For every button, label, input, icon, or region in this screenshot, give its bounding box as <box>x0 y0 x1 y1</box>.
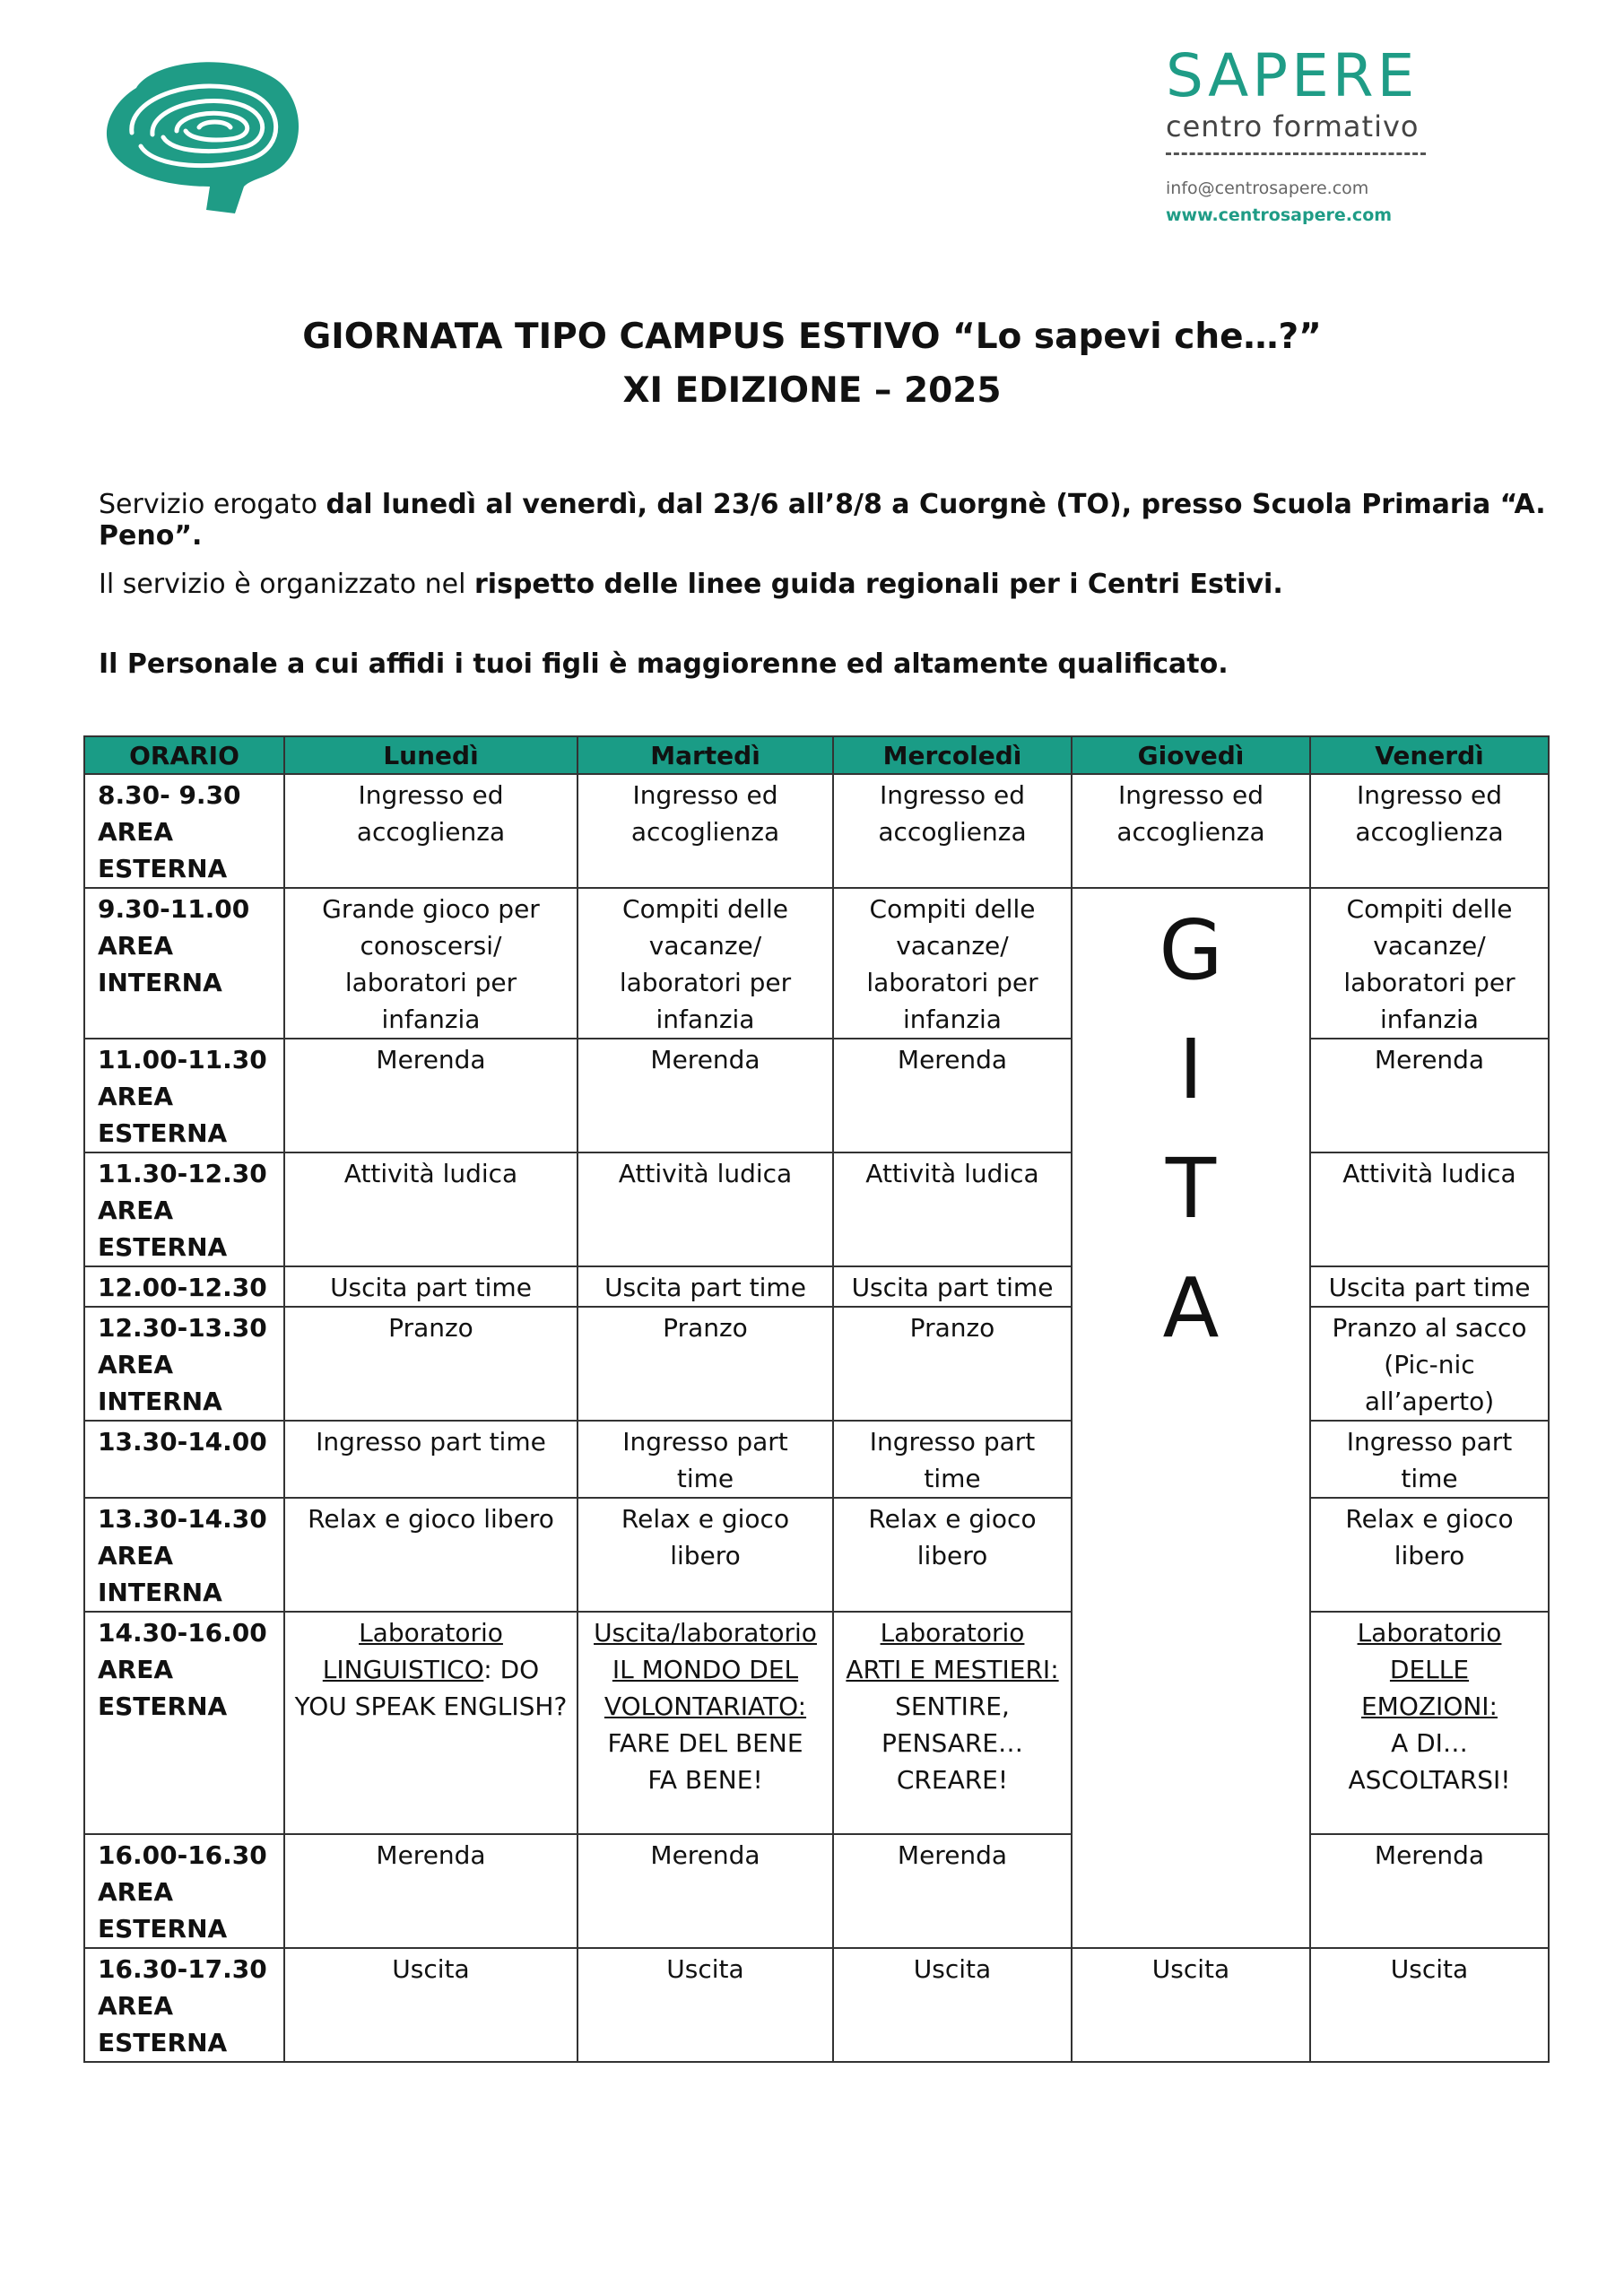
cell-line: Pranzo al sacco <box>1332 1313 1527 1343</box>
lab-title-mixed <box>292 1651 569 1688</box>
time-cell <box>84 1612 284 1834</box>
table-row <box>84 1948 1549 2062</box>
cell-line: Grande gioco per <box>322 894 540 924</box>
schedule-table <box>83 735 1550 2063</box>
activity-cell <box>833 1612 1072 1834</box>
cell-line: YOU SPEAK ENGLISH? <box>294 1692 568 1721</box>
cell-line: ASCOLTARSI! <box>1348 1765 1511 1795</box>
gita-letter: I <box>1178 1022 1203 1118</box>
cell-line: vacanze/ <box>896 931 1009 961</box>
activity-cell <box>1310 1498 1549 1612</box>
activity-cell: Attività ludica <box>1310 1152 1549 1266</box>
activity-cell <box>578 1498 833 1612</box>
cell-line: vacanze/ <box>648 931 762 961</box>
activity-cell <box>578 1421 833 1498</box>
table-row <box>84 1152 1549 1266</box>
cell-line: libero <box>916 1541 988 1570</box>
area-type: INTERNA <box>98 1578 222 1607</box>
area-label: AREA <box>98 817 174 847</box>
cell-line: Relax e gioco <box>621 1504 790 1534</box>
lab-title-line: Laboratorio <box>359 1618 503 1648</box>
table-row <box>84 1834 1549 1948</box>
time-label: 8.30- 9.30 <box>98 780 241 810</box>
activity-cell <box>833 1421 1072 1498</box>
time-label: 11.30-12.30 <box>98 1159 267 1188</box>
activity-cell: Uscita <box>578 1948 833 2062</box>
activity-cell <box>1310 1307 1549 1421</box>
lab-title-line: Uscita/laboratorio <box>594 1618 817 1648</box>
lab-title-line: IL MONDO DEL <box>612 1655 799 1684</box>
header-venerdi: Venerdì <box>1310 736 1549 774</box>
activity-cell: Merenda <box>1310 1039 1549 1152</box>
cell-line: Relax e gioco <box>868 1504 1037 1534</box>
cell-line: time <box>1401 1464 1458 1493</box>
activity-cell: Uscita part time <box>284 1266 578 1307</box>
intro-paragraph-2 <box>99 569 1283 600</box>
activity-cell: Pranzo <box>284 1307 578 1421</box>
activity-cell: Merenda <box>833 1039 1072 1152</box>
table-row <box>84 1307 1549 1421</box>
activity-cell: Merenda <box>833 1834 1072 1948</box>
activity-cell: Merenda <box>578 1039 833 1152</box>
activity-cell <box>1310 1612 1549 1834</box>
cell-line: libero <box>1394 1541 1465 1570</box>
brand-subtitle: centro formativo <box>1166 109 1420 144</box>
area-type: INTERNA <box>98 1387 222 1416</box>
area-label: AREA <box>98 931 174 961</box>
activity-cell: Attività ludica <box>833 1152 1072 1266</box>
cell-line: libero <box>670 1541 741 1570</box>
time-label: 12.00-12.30 <box>98 1273 267 1302</box>
area-label: AREA <box>98 1196 174 1225</box>
activity-cell: Uscita part time <box>1310 1266 1549 1307</box>
activity-cell <box>284 888 578 1039</box>
activity-cell <box>1072 774 1310 888</box>
activity-cell: Pranzo <box>833 1307 1072 1421</box>
area-type: ESTERNA <box>98 1692 228 1721</box>
time-cell <box>84 1498 284 1612</box>
activity-cell: Relax e gioco libero <box>284 1498 578 1612</box>
time-cell <box>84 888 284 1039</box>
time-label: 11.00-11.30 <box>98 1045 267 1074</box>
lab-title-line: ARTI E MESTIERI: <box>846 1655 1059 1684</box>
activity-cell: Attività ludica <box>284 1152 578 1266</box>
cell-line: : DO <box>483 1655 540 1684</box>
area-label: AREA <box>98 1350 174 1379</box>
time-cell <box>84 1421 284 1498</box>
time-label: 16.00-16.30 <box>98 1840 267 1870</box>
activity-cell <box>833 888 1072 1039</box>
cell-line: Ingresso part <box>1346 1427 1513 1457</box>
title-line-2: XI EDIZIONE – 2025 <box>622 370 1002 411</box>
table-row <box>84 1039 1549 1152</box>
cell-line: Relax e gioco <box>1345 1504 1514 1534</box>
activity-cell: Merenda <box>1310 1834 1549 1948</box>
table-header-row <box>84 736 1549 774</box>
brand-website[interactable]: www.centrosapere.com <box>1166 205 1393 225</box>
table-row <box>84 774 1549 888</box>
cell-line: SENTIRE, <box>895 1692 1010 1721</box>
time-cell <box>84 774 284 888</box>
cell-line: accoglienza <box>356 817 506 847</box>
gita-letter: A <box>1162 1260 1220 1356</box>
area-type: ESTERNA <box>98 854 228 883</box>
cell-line: accoglienza <box>1116 817 1265 847</box>
time-cell <box>84 1039 284 1152</box>
activity-cell: Uscita <box>1072 1948 1310 2062</box>
header-mercoledi: Mercoledì <box>833 736 1072 774</box>
intro-1-normal: Servizio erogato <box>99 489 326 520</box>
cell-line: A DI… <box>1391 1728 1468 1758</box>
time-label: 13.30-14.30 <box>98 1504 267 1534</box>
table-row <box>84 1498 1549 1612</box>
brand-divider <box>1166 152 1426 155</box>
activity-cell: Uscita <box>284 1948 578 2062</box>
header-orario: ORARIO <box>84 736 284 774</box>
time-label: 9.30-11.00 <box>98 894 250 924</box>
cell-line: Compiti delle <box>622 894 788 924</box>
activity-cell <box>578 888 833 1039</box>
cell-line: FA BENE! <box>647 1765 763 1795</box>
cell-line: Ingresso ed <box>1117 780 1264 810</box>
activity-cell: Merenda <box>284 1039 578 1152</box>
cell-line: infanzia <box>1380 1004 1479 1034</box>
time-label: 16.30-17.30 <box>98 1954 267 1984</box>
gita-cell <box>1072 888 1310 1948</box>
cell-line: Ingresso ed <box>1356 780 1503 810</box>
activity-cell <box>1310 774 1549 888</box>
activity-cell: Merenda <box>284 1834 578 1948</box>
cell-line: all’aperto) <box>1364 1387 1495 1416</box>
time-label: 13.30-14.00 <box>98 1427 267 1457</box>
table-row <box>84 1421 1549 1498</box>
activity-cell: Attività ludica <box>578 1152 833 1266</box>
lab-title-line: DELLE <box>1389 1655 1470 1684</box>
area-type: ESTERNA <box>98 2028 228 2057</box>
header-lunedi: Lunedì <box>284 736 578 774</box>
activity-cell <box>833 1498 1072 1612</box>
area-type: ESTERNA <box>98 1914 228 1944</box>
intro-paragraph-1 <box>99 489 1624 552</box>
activity-cell <box>1310 888 1549 1039</box>
time-cell <box>84 1307 284 1421</box>
intro-paragraph-3: Il Personale a cui affidi i tuoi figli è maggiorenne ed altamente qualificato. <box>99 648 1229 680</box>
activity-cell <box>284 774 578 888</box>
gita-letter: T <box>1165 1141 1217 1237</box>
activity-cell: Pranzo <box>578 1307 833 1421</box>
activity-cell <box>284 1612 578 1834</box>
cell-line: laboratori per <box>344 968 517 997</box>
header-giovedi: Giovedì <box>1072 736 1310 774</box>
cell-line: (Pic-nic <box>1384 1350 1475 1379</box>
brand-name: SAPERE <box>1166 41 1419 110</box>
brand-block <box>1166 41 1542 225</box>
intro-2-normal: Il servizio è organizzato nel <box>99 569 475 600</box>
activity-cell: Ingresso part time <box>284 1421 578 1498</box>
cell-line: Ingresso part <box>622 1427 788 1457</box>
activity-cell: Uscita <box>833 1948 1072 2062</box>
time-cell <box>84 1948 284 2062</box>
area-type: ESTERNA <box>98 1232 228 1262</box>
brand-email[interactable]: info@centrosapere.com <box>1166 178 1369 198</box>
cell-line: vacanze/ <box>1373 931 1486 961</box>
area-label: AREA <box>98 1991 174 2021</box>
cell-line: laboratori per <box>619 968 792 997</box>
cell-line: FARE DEL BENE <box>607 1728 803 1758</box>
cell-line: accoglienza <box>1355 817 1504 847</box>
cell-line: Compiti delle <box>1346 894 1513 924</box>
intro-2-bold: rispetto delle linee guida regionali per i Centri Estivi. <box>474 569 1283 600</box>
activity-cell <box>1310 1421 1549 1498</box>
time-label: 12.30-13.30 <box>98 1313 267 1343</box>
cell-line: laboratori per <box>1343 968 1515 997</box>
activity-cell: Uscita part time <box>578 1266 833 1307</box>
brain-icon <box>100 52 307 218</box>
cell-line: Ingresso ed <box>879 780 1026 810</box>
cell-line: accoglienza <box>630 817 780 847</box>
cell-line: infanzia <box>903 1004 1002 1034</box>
lab-title-line: LINGUISTICO <box>322 1655 484 1684</box>
table-row <box>84 1612 1549 1834</box>
area-label: AREA <box>98 1655 174 1684</box>
activity-cell <box>578 1612 833 1834</box>
activity-cell <box>833 774 1072 888</box>
area-label: AREA <box>98 1082 174 1111</box>
time-cell <box>84 1266 284 1307</box>
activity-cell: Merenda <box>578 1834 833 1948</box>
cell-line: time <box>676 1464 734 1493</box>
cell-line: Ingresso ed <box>632 780 778 810</box>
gita-letter: G <box>1159 902 1223 998</box>
activity-cell: Uscita part time <box>833 1266 1072 1307</box>
intro-1-bold: dal lunedì al venerdì, dal 23/6 all’8/8 a Cuorgnè (TO), presso Scuola Primaria “A. Peno”. <box>99 489 1546 552</box>
area-type: ESTERNA <box>98 1118 228 1148</box>
time-cell <box>84 1834 284 1948</box>
time-label: 14.30-16.00 <box>98 1618 267 1648</box>
area-type: INTERNA <box>98 968 222 997</box>
area-label: AREA <box>98 1877 174 1907</box>
lab-title-line: Laboratorio <box>880 1618 1025 1648</box>
lab-title-line: Laboratorio <box>1357 1618 1502 1648</box>
activity-cell: Uscita <box>1310 1948 1549 2062</box>
area-label: AREA <box>98 1541 174 1570</box>
cell-line: Ingresso part <box>869 1427 1036 1457</box>
lab-title-line: VOLONTARIATO: <box>604 1692 807 1721</box>
table-row <box>84 1266 1549 1307</box>
cell-line: infanzia <box>656 1004 755 1034</box>
cell-line: accoglienza <box>878 817 1027 847</box>
cell-line: PENSARE… <box>881 1728 1024 1758</box>
cell-line: Compiti delle <box>869 894 1036 924</box>
cell-line: infanzia <box>381 1004 481 1034</box>
table-row <box>84 888 1549 1039</box>
cell-line: laboratori per <box>866 968 1038 997</box>
time-cell <box>84 1152 284 1266</box>
title-line-1: GIORNATA TIPO CAMPUS ESTIVO “Lo sapevi che…?” <box>302 317 1322 357</box>
page-title <box>0 310 1624 418</box>
cell-line: time <box>924 1464 981 1493</box>
cell-line: CREARE! <box>896 1765 1009 1795</box>
lab-title-line: EMOZIONI: <box>1360 1692 1498 1721</box>
activity-cell <box>578 774 833 888</box>
cell-line: conoscersi/ <box>360 931 502 961</box>
header-martedi: Martedì <box>578 736 833 774</box>
cell-line: Ingresso ed <box>358 780 504 810</box>
